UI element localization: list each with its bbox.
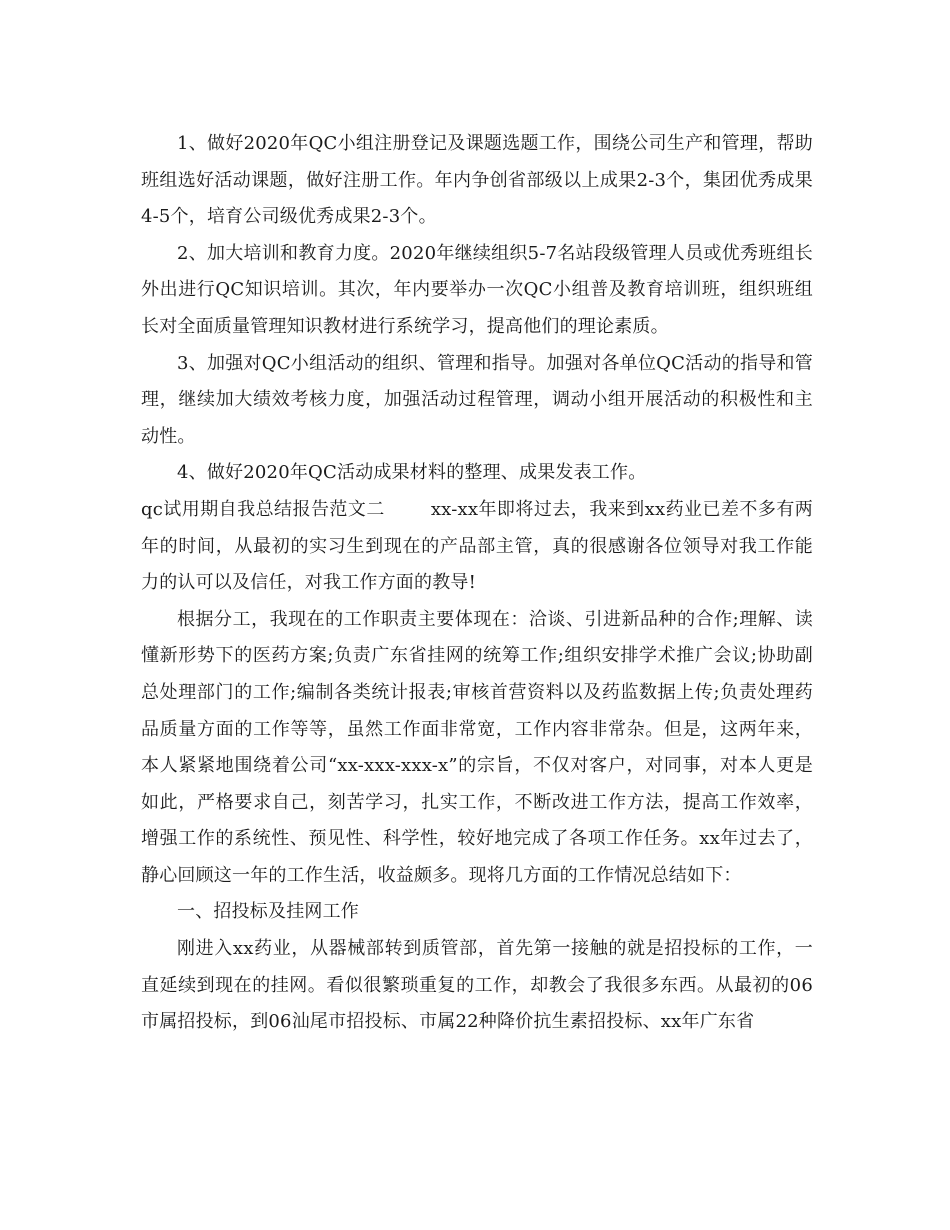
section-2-intro: xx-xx年即将过去，我来到xx药业已差不多有两年的时间，从最初的实习生到现在的产品部主管，真的很感谢各位领导对我工作能力的认可以及信任，对我工作方面的教导!: [141, 498, 813, 594]
subheading-bidding: 一、招投标及挂网工作: [177, 901, 359, 923]
section-2-heading: qc试用期自我总结报告范文二: [141, 498, 385, 520]
paragraph-duties: 根据分工，我现在的工作职责主要体现在：洽谈、引进新品种的合作;理解、读懂新形势下的医药方案;负责广东省挂网的统筹工作;组织安排学术推广会议;协助副总处理部门的工作;编制各类统计报表;审核首营资料以及药监数据上传;负责处理药品质量方面的工作等等，虽然工作面非常宽，工作内容非常杂。但是，这两年来，本人紧紧地围绕着公司“xx-xxx-xxx-x”的宗旨，不仅对客户，对同事，对本人更是如此，严格要求自己，刻苦学习，扎实工作，不断改进工作方法，提高工作效率，增强工作的系统性、预见性、科学性，较好地完成了各项工作任务。xx年过去了，静心回顾这一年的工作生活，收益颇多。现将几方面的工作情况总结如下：: [141, 608, 813, 886]
paragraph-3: 3、加强对QC小组活动的组织、管理和指导。加强对各单位QC活动的指导和管理，继续加大绩效考核力度，加强活动过程管理，调动小组开展活动的积极性和主动性。: [141, 352, 813, 447]
paragraph-1: 1、做好2020年QC小组注册登记及课题选题工作，围绕公司生产和管理，帮助班组选好活动课题，做好注册工作。年内争创省部级以上成果2-3个，集团优秀成果4-5个，培育公司级优秀成果2-3个。: [141, 133, 813, 228]
section-2-opening: [141, 492, 813, 602]
paragraph-2: 2、加大培训和教育力度。2020年继续组织5-7名站段级管理人员或优秀班组长外出进行QC知识培训。其次，年内要举办一次QC小组普及教育培训班，组织班组长对全面质量管理知识教材进行系统学习，提高他们的理论素质。: [141, 242, 813, 337]
paragraph-4: 4、做好2020年QC活动成果材料的整理、成果发表工作。: [177, 462, 647, 484]
document-body: [141, 126, 813, 1041]
paragraph-bidding: 刚进入xx药业，从器械部转到质管部，首先第一接触的就是招投标的工作，一直延续到现在的挂网。看似很繁琐重复的工作，却教会了我很多东西。从最初的06市属招投标，到06汕尾市招投标、市属22种降价抗生素招投标、xx年广东省: [141, 938, 813, 1033]
